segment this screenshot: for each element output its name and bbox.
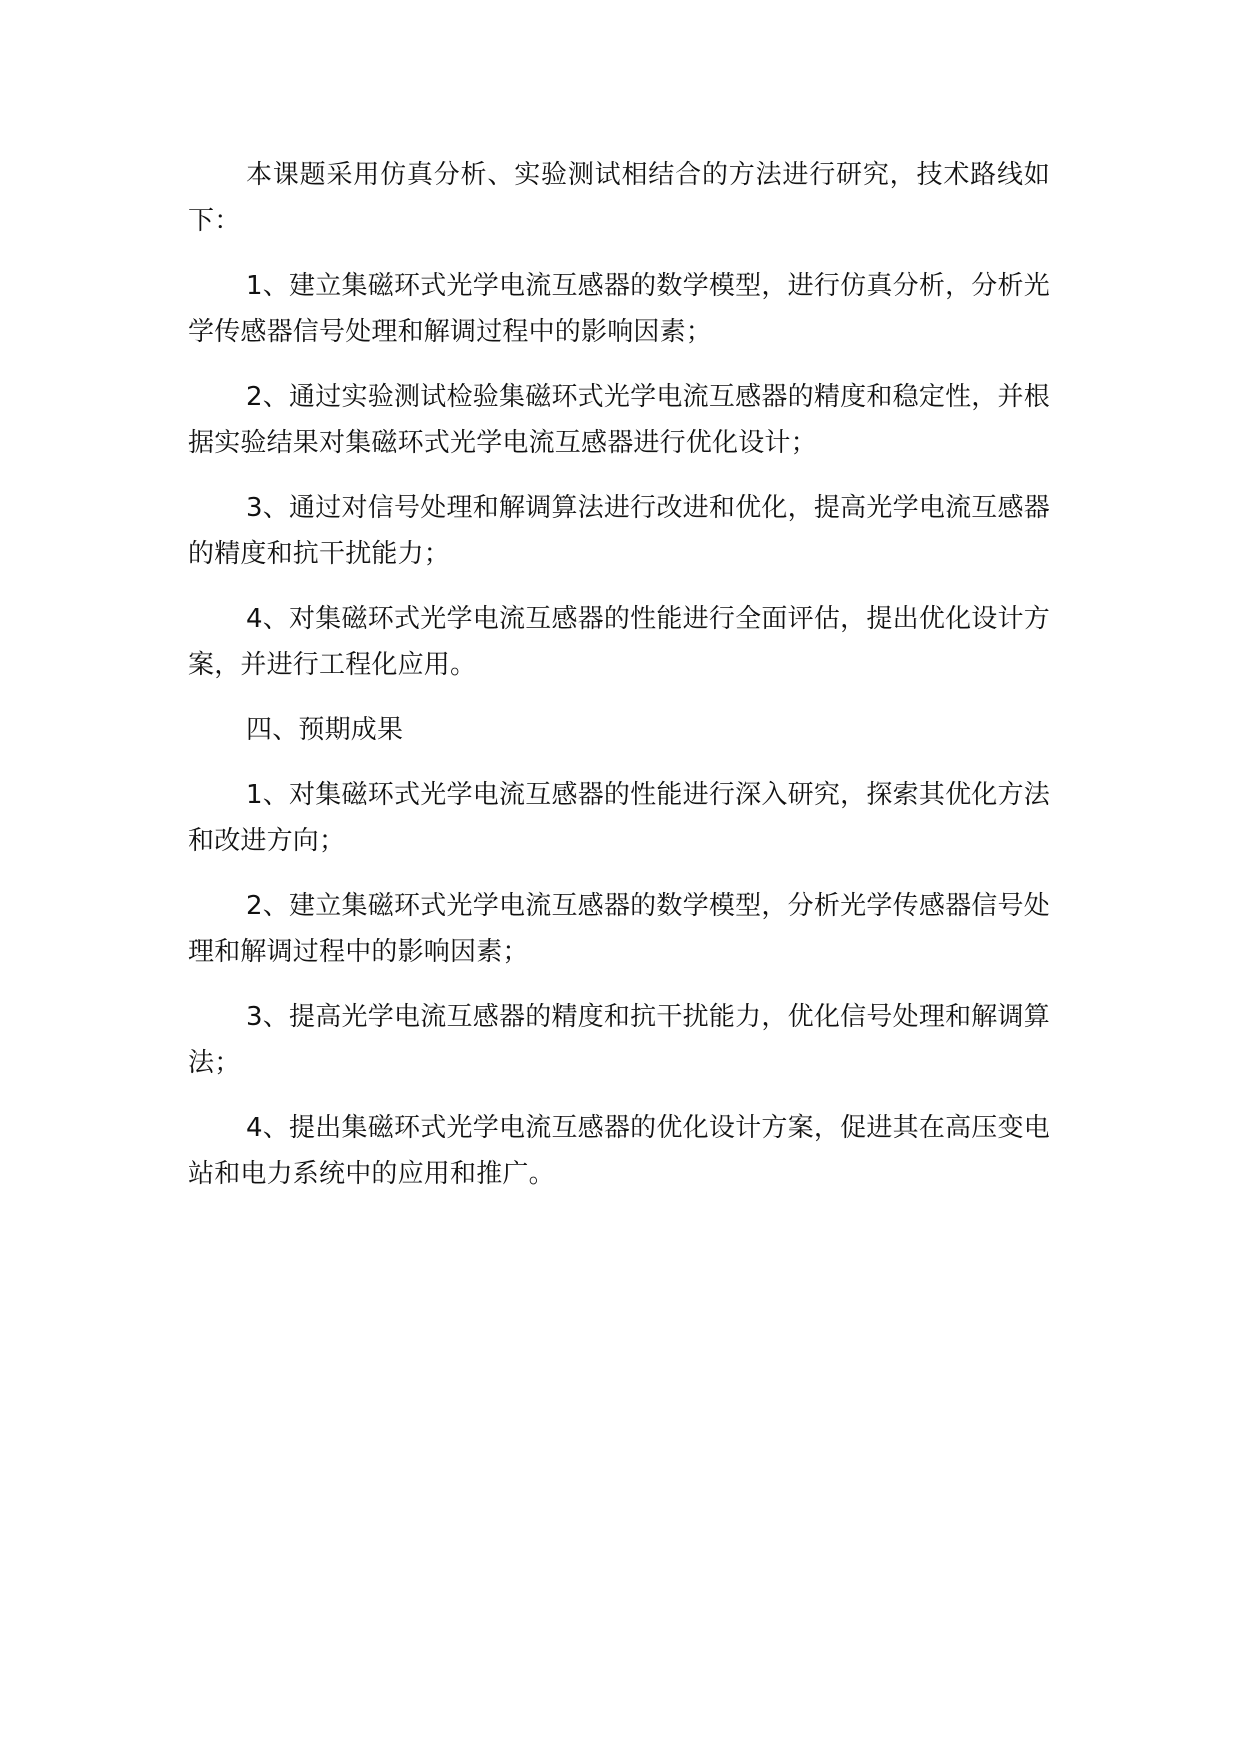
result-item-3: 3、提高光学电流互感器的精度和抗干扰能力，优化信号处理和解调算法； xyxy=(188,1002,1050,1078)
section-heading-expected-results: 四、预期成果 xyxy=(246,715,404,745)
result-item-2: 2、建立集磁环式光学电流互感器的数学模型，分析光学传感器信号处理和解调过程中的影响因素； xyxy=(188,891,1050,967)
route-item-4: 4、对集磁环式光学电流互感器的性能进行全面评估，提出优化设计方案，并进行工程化应用。 xyxy=(188,604,1050,680)
route-item-2: 2、通过实验测试检验集磁环式光学电流互感器的精度和稳定性，并根据实验结果对集磁环式光学电流互感器进行优化设计； xyxy=(188,382,1050,458)
result-item-1: 1、对集磁环式光学电流互感器的性能进行深入研究，探索其优化方法和改进方向； xyxy=(188,780,1050,856)
route-item-1: 1、建立集磁环式光学电流互感器的数学模型，进行仿真分析，分析光学传感器信号处理和解调过程中的影响因素； xyxy=(188,271,1050,347)
route-item-3: 3、通过对信号处理和解调算法进行改进和优化，提高光学电流互感器的精度和抗干扰能力； xyxy=(188,493,1050,569)
result-item-4: 4、提出集磁环式光学电流互感器的优化设计方案，促进其在高压变电站和电力系统中的应用和推广。 xyxy=(188,1113,1050,1189)
intro-paragraph: 本课题采用仿真分析、实验测试相结合的方法进行研究，技术路线如下： xyxy=(188,160,1050,236)
document-body xyxy=(188,152,1050,1216)
